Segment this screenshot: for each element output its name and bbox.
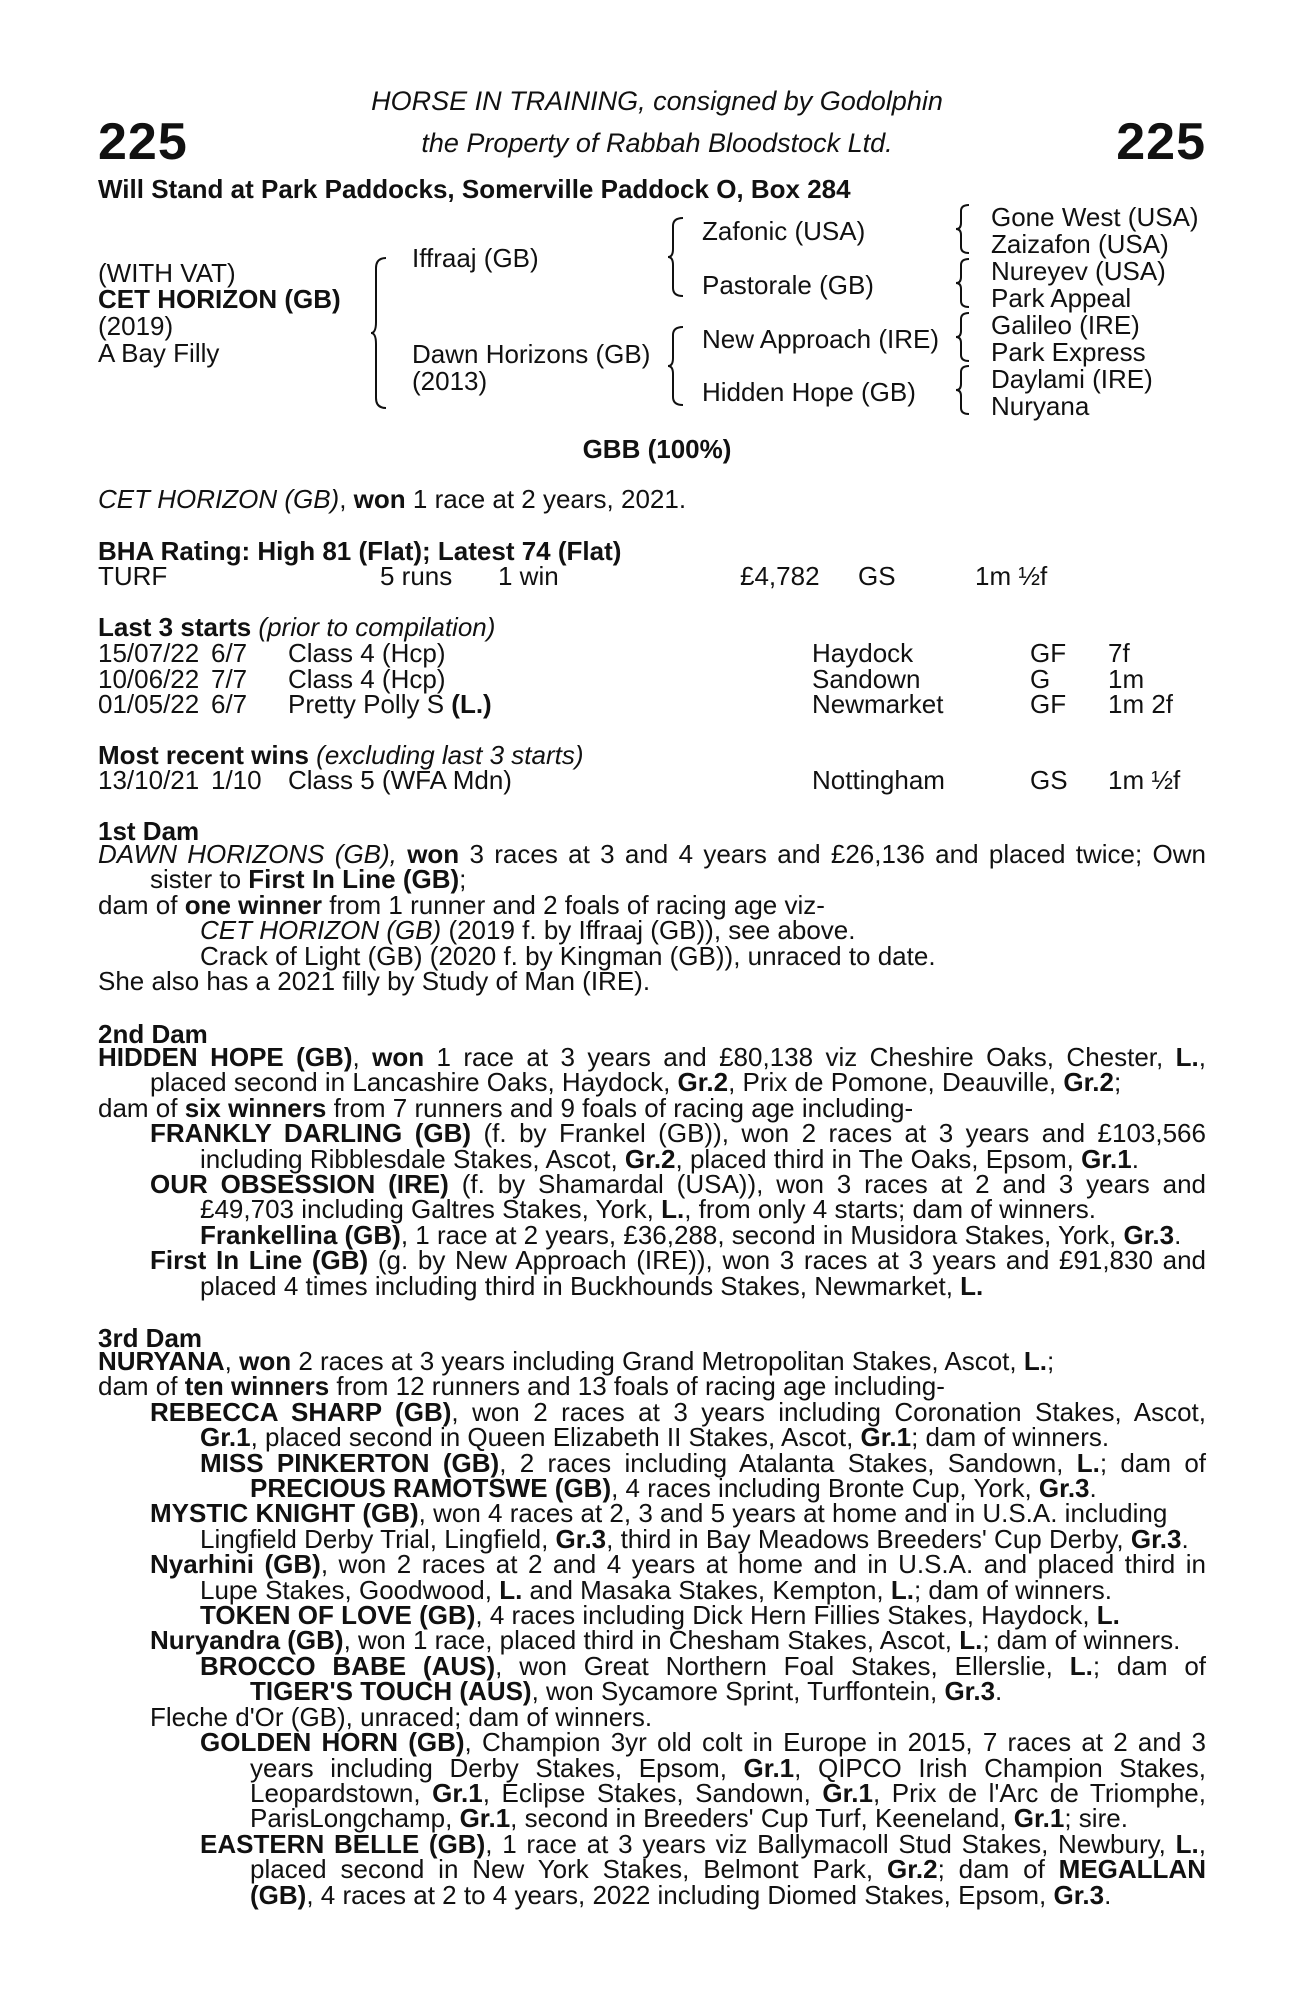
second-dam-text (98, 1042, 1206, 1301)
third-dam-line: Fleche d'Or (GB), unraced; dam of winners. (150, 1701, 653, 1732)
recent-wins-heading: Most recent wins (excluding last 3 starts) (98, 740, 584, 770)
second-dam-line: FRANKLY DARLING (GB) (f. by Frankel (GB)), won 2 races at 3 years and £103,566 (150, 1118, 1206, 1149)
last-starts-heading: Last 3 starts (prior to compilation) (98, 612, 496, 642)
second-dam-line: OUR OBSESSION (IRE) (f. by Shamardal (USA)), won 3 races at 2 and 3 years and (150, 1169, 1206, 1200)
recent-win-dist: 1m ½f (1108, 765, 1181, 795)
third-dam-line: Lupe Stakes, Goodwood, L. and Masaka Stakes, Kempton, L.; dam of winners. (200, 1574, 1112, 1605)
pedigree-g1: Gone West (USA) (991, 202, 1199, 232)
last-start-going: G (1030, 663, 1051, 694)
last-start-grade: (L.) (444, 689, 492, 719)
recent-win-pos: 1/10 (211, 765, 262, 795)
third-dam-line: GOLDEN HORN (GB), Champion 3yr old colt in Europe in 2015, 7 races at 2 and 3 (200, 1727, 1206, 1758)
pedigree-brace-sire (667, 216, 687, 298)
bha-rating: BHA Rating: High 81 (Flat); Latest 74 (Flat) (98, 536, 622, 566)
last-start-race: Class 4 (Hcp) (288, 638, 446, 668)
third-dam-line: PRECIOUS RAMOTSWE (GB), 4 races including Bronte Cup, York, Gr.3. (250, 1473, 1097, 1504)
third-dam-line: NURYANA, won 2 races at 3 years including Grand Metropolitan Stakes, Ascot, L.; (98, 1346, 1055, 1376)
third-dam-line: MISS PINKERTON (GB), 2 races including Atalanta Stakes, Sandown, L.; dam of (200, 1447, 1207, 1478)
third-dam-line: placed second in New York Stakes, Belmont Park, Gr.2; dam of MEGALLAN (250, 1854, 1206, 1885)
third-dam-line: EASTERN BELLE (GB), 1 race at 3 years viz Ballymacoll Stud Stakes, Newbury, L., (200, 1828, 1206, 1859)
last-start-going: GF (1030, 689, 1067, 719)
first-dam-line: sister to First In Line (GB); (150, 864, 467, 895)
vat-status: (WITH VAT) (98, 258, 236, 288)
pedigree-g2: Zaizafon (USA) (991, 229, 1169, 259)
third-dam-line: years including Derby Stakes, Epsom, Gr.1, QIPCO Irish Champion Stakes, (250, 1752, 1206, 1783)
last-start-race: Class 4 (Hcp) (288, 663, 446, 694)
stand-location: Will Stand at Park Paddocks, Somerville Paddock O, Box 284 (98, 174, 851, 204)
first-dam-line: She also has a 2021 filly by Study of Man (IRE). (98, 966, 651, 997)
second-dam-line: HIDDEN HOPE (GB), won 1 race at 3 years and £80,138 viz Cheshire Oaks, Chester, L., (98, 1042, 1206, 1072)
first-dam-text (98, 839, 1206, 997)
second-dam-line: First In Line (GB) (g. by New Approach (IRE)), won 3 races at 3 years and £91,830 and (150, 1245, 1206, 1276)
second-dam-line: placed 4 times including third in Buckhounds Stakes, Newmarket, L. (200, 1270, 984, 1301)
third-dam-line: BROCCO BABE (AUS), won Great Northern Foal Stakes, Ellerslie, L.; dam of (200, 1650, 1207, 1681)
third-dam-line: Lingfield Derby Trial, Lingfield, Gr.3, third in Bay Meadows Breeders' Cup Derby, Gr.3. (200, 1523, 1189, 1554)
last-start-date: 10/06/22 (98, 663, 200, 694)
horse-sex: A Bay Filly (98, 338, 220, 368)
last-start-course: Sandown (812, 663, 921, 694)
first-dam-heading: 1st Dam (98, 816, 200, 846)
third-dam-line: Nuryandra (GB), won 1 race, placed third in Chesham Stakes, Ascot, L.; dam of winners. (150, 1625, 1181, 1656)
pedigree-dam: Dawn Horizons (GB) (412, 339, 651, 369)
last-start-pos: 7/7 (211, 663, 248, 694)
second-dam-line: placed second in Lancashire Oaks, Haydock, Gr.2, Prix de Pomone, Deauville, Gr.2; (150, 1067, 1122, 1098)
rating-distance: 1m ½f (975, 561, 1048, 591)
horse-year: (2019) (98, 311, 174, 341)
recent-win-course: Nottingham (812, 765, 945, 795)
last-start-date: 15/07/22 (98, 638, 200, 668)
pedigree-dam-dam: Hidden Hope (GB) (702, 377, 916, 407)
pedigree-brace-dd (955, 364, 973, 416)
second-dam-heading: 2nd Dam (98, 1019, 208, 1049)
rating-surface: TURF (98, 561, 168, 591)
pedigree-g6: Park Express (991, 337, 1146, 367)
summary-rest: 1 race at 2 years, 2021. (405, 484, 687, 514)
third-dam-line: TOKEN OF LOVE (GB), 4 races including Dick Hern Fillies Stakes, Haydock, L. (200, 1600, 1120, 1631)
third-dam-heading: 3rd Dam (98, 1323, 203, 1353)
third-dam-line: dam of ten winners from 12 runners and 13 foals of racing age including- (98, 1371, 945, 1402)
third-dam-line: MYSTIC KNIGHT (GB), won 4 races at 2, 3 and 5 years at home and in U.S.A. including (150, 1498, 1168, 1529)
last-start-date: 01/05/22 (98, 689, 200, 719)
last-start-course: Newmarket (812, 689, 944, 719)
rating-wins: 1 win (498, 561, 559, 591)
last-start-pos: 6/7 (211, 638, 248, 668)
last-start-going: GF (1030, 638, 1067, 668)
second-dam-line: £49,703 including Galtres Stakes, York, L., from only 4 starts; dam of winners. (200, 1194, 1096, 1225)
second-dam-line: dam of six winners from 7 runners and 9 foals of racing age including- (98, 1092, 914, 1123)
lot-number-left: 225 (98, 113, 188, 171)
recent-win-going: GS (1030, 765, 1068, 795)
pedigree-sire-sire: Zafonic (USA) (702, 216, 866, 246)
last-start-dist: 1m (1108, 663, 1145, 694)
last-start-pos: 6/7 (211, 689, 248, 719)
summary-name: CET HORIZON (GB) (98, 484, 340, 514)
last-start-race: Pretty Polly S (L.) (288, 689, 492, 719)
recent-win-date: 13/10/21 (98, 765, 200, 795)
pedigree-sire-dam: Pastorale (GB) (702, 270, 874, 300)
consignor-line: HORSE IN TRAINING, consigned by Godolphin (371, 86, 943, 116)
pedigree-g7: Daylami (IRE) (991, 364, 1153, 394)
summary-won: won (353, 484, 406, 514)
pedigree-brace-ss (955, 203, 973, 255)
pedigree-brace-ds (955, 311, 973, 363)
pedigree-brace-sd (955, 257, 973, 309)
first-dam-line: Crack of Light (GB) (2020 f. by Kingman (GB)), unraced to date. (200, 940, 936, 971)
first-dam-line: dam of one winner from 1 runner and 2 foals of racing age viz- (98, 889, 825, 920)
race-summary: CET HORIZON (GB), won 1 race at 2 years, 2021. (98, 484, 687, 514)
third-dam-line: ParisLongchamp, Gr.1, second in Breeders' Cup Turf, Keeneland, Gr.1; sire. (250, 1803, 1128, 1834)
pedigree-brace-dam (667, 325, 687, 407)
pedigree-g3: Nureyev (USA) (991, 256, 1166, 286)
first-dam-line: CET HORIZON (GB) (2019 f. by Iffraaj (GB)), see above. (200, 915, 856, 946)
recent-win-race: Class 5 (WFA Mdn) (288, 765, 512, 795)
last-start-course: Haydock (812, 638, 914, 668)
pedigree-sire: Iffraaj (GB) (412, 243, 539, 273)
rating-going: GS (858, 561, 896, 591)
pedigree-brace-main (370, 256, 390, 410)
last-start-dist: 1m 2f (1108, 689, 1174, 719)
pedigree-g5: Galileo (IRE) (991, 310, 1140, 340)
rating-earnings: £4,782 (740, 561, 820, 591)
lot-number-right: 225 (1116, 113, 1206, 171)
gbb-status: GBB (100%) (582, 434, 732, 464)
pedigree-g4: Park Appeal (991, 283, 1132, 313)
last-start-dist: 7f (1108, 638, 1130, 668)
third-dam-line: Nyarhini (GB), won 2 races at 2 and 4 years at home and in U.S.A. and placed third in (150, 1549, 1206, 1580)
third-dam-line: REBECCA SHARP (GB), won 2 races at 3 years including Coronation Stakes, Ascot, (150, 1396, 1206, 1427)
second-dam-line: Frankellina (GB), 1 race at 2 years, £36,288, second in Musidora Stakes, York, Gr.3. (200, 1219, 1182, 1250)
third-dam-line: Leopardstown, Gr.1, Eclipse Stakes, Sandown, Gr.1, Prix de l'Arc de Triomphe, (250, 1777, 1206, 1808)
pedigree-g8: Nuryana (991, 391, 1090, 421)
property-line: the Property of Rabbah Bloodstock Ltd. (421, 128, 893, 158)
horse-name: CET HORIZON (GB) (98, 284, 341, 314)
third-dam-line: TIGER'S TOUCH (AUS), won Sycamore Sprint, Turffontein, Gr.3. (250, 1676, 1003, 1707)
rating-runs: 5 runs (380, 561, 453, 591)
third-dam-text (98, 1346, 1207, 1910)
pedigree-dam-year: (2013) (412, 366, 488, 396)
first-dam-line: DAWN HORIZONS (GB), won 3 races at 3 and 4 years and £26,136 and placed twice; Own (98, 839, 1206, 869)
third-dam-line: Gr.1, placed second in Queen Elizabeth II Stakes, Ascot, Gr.1; dam of winners. (200, 1422, 1110, 1453)
third-dam-line: (GB), 4 races at 2 to 4 years, 2022 including Diomed Stakes, Epsom, Gr.3. (250, 1879, 1112, 1910)
pedigree-dam-sire: New Approach (IRE) (702, 324, 939, 354)
second-dam-line: including Ribblesdale Stakes, Ascot, Gr.2, placed third in The Oaks, Epsom, Gr.1. (200, 1143, 1139, 1174)
